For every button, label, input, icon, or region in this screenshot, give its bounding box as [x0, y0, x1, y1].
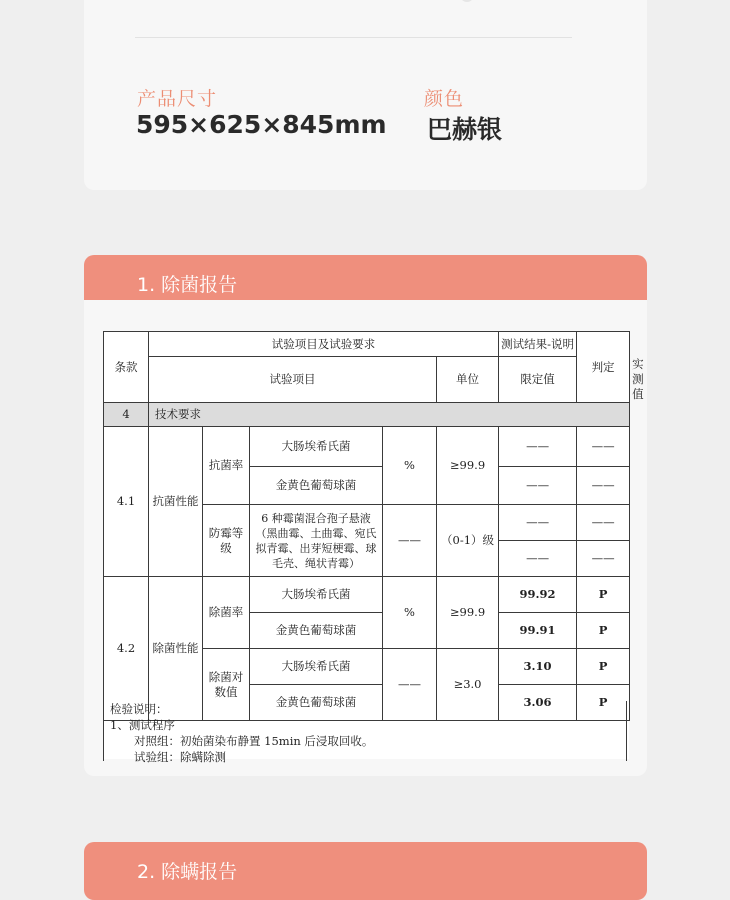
- notes-line-3: 试验组：除螨除测: [134, 750, 226, 764]
- row-41-mold-grade: 防霉等级: [203, 505, 250, 577]
- measured-value: ——: [499, 505, 577, 541]
- test-report-image: [103, 331, 629, 764]
- unit-percent: %: [383, 427, 437, 505]
- row-42-log-value: 除菌对数值: [203, 649, 250, 721]
- organism-staph: 金黄色葡萄球菌: [250, 467, 383, 505]
- organism-staph: 金黄色葡萄球菌: [250, 613, 383, 649]
- section-title: 2. 除螨报告: [137, 861, 238, 883]
- unit-dash: ——: [383, 505, 437, 577]
- verdict-value: P: [577, 613, 630, 649]
- report-table: [103, 331, 630, 721]
- row-41-antibacterial: 抗菌率: [203, 427, 250, 505]
- row-41-no: 4.1: [104, 427, 149, 577]
- limit-3-0: ≥3.0: [437, 649, 499, 721]
- header-items-req: 试验项目及试验要求: [149, 332, 499, 357]
- header-clause: 条款: [104, 332, 149, 403]
- limit-grade: （0-1）级: [437, 505, 499, 577]
- size-label: 产品尺寸: [137, 88, 218, 110]
- verdict-value: ——: [577, 467, 630, 505]
- row-42-category: 除菌性能: [149, 577, 203, 721]
- row-42-removal-rate: 除菌率: [203, 577, 250, 649]
- decorative-arc: [460, 0, 474, 2]
- verdict-value: ——: [577, 427, 630, 467]
- measured-value: 99.91: [499, 613, 577, 649]
- verdict-value: P: [577, 649, 630, 685]
- size-value: 595×625×845mm: [136, 110, 387, 139]
- notes-line-1: 1、测试程序: [110, 718, 175, 732]
- measured-value: ——: [499, 427, 577, 467]
- row-41-category: 抗菌性能: [149, 427, 203, 577]
- measured-value: 3.10: [499, 649, 577, 685]
- verdict-value: ——: [577, 505, 630, 541]
- measured-value: 99.92: [499, 577, 577, 613]
- header-result: 测试结果-说明: [499, 332, 577, 357]
- row-4-label: 技术要求: [149, 403, 630, 427]
- divider: [135, 37, 572, 38]
- organism-ecoli: 大肠埃希氏菌: [250, 577, 383, 613]
- unit-percent: %: [383, 577, 437, 649]
- header-unit: 单位: [437, 357, 499, 403]
- color-label: 颜色: [424, 88, 465, 110]
- notes-line-2: 对照组：初始菌染布静置 15min 后浸取回收。: [134, 734, 374, 748]
- organism-ecoli: 大肠埃希氏菌: [250, 649, 383, 685]
- row-42-no: 4.2: [104, 577, 149, 721]
- organism-ecoli: 大肠埃希氏菌: [250, 427, 383, 467]
- verdict-value: P: [577, 577, 630, 613]
- unit-dash: ——: [383, 649, 437, 721]
- verdict-value: ——: [577, 541, 630, 577]
- measured-value: 3.06: [499, 685, 577, 721]
- verdict-value: P: [577, 685, 630, 721]
- measured-value: ——: [499, 467, 577, 505]
- limit-99-9: ≥99.9: [437, 577, 499, 649]
- limit-99-9: ≥99.9: [437, 427, 499, 505]
- measured-value: ——: [499, 541, 577, 577]
- header-item: 试验项目: [149, 357, 437, 403]
- inspection-notes: [103, 701, 627, 764]
- notes-title: 检验说明：: [110, 702, 168, 716]
- organism-mold-mix: 6 种霉菌混合孢子悬液（黑曲霉、土曲霉、宛氏拟青霉、出芽短梗霉、球毛壳、绳状青霉）: [250, 505, 383, 577]
- section-header-mite-removal: [84, 842, 647, 900]
- row-4-no: 4: [104, 403, 149, 427]
- section-title: 1. 除菌报告: [137, 274, 238, 296]
- header-limit: 限定值: [499, 357, 577, 403]
- color-value: 巴赫银: [427, 115, 503, 144]
- organism-staph: 金黄色葡萄球菌: [250, 685, 383, 721]
- header-verdict: 判定: [577, 332, 630, 403]
